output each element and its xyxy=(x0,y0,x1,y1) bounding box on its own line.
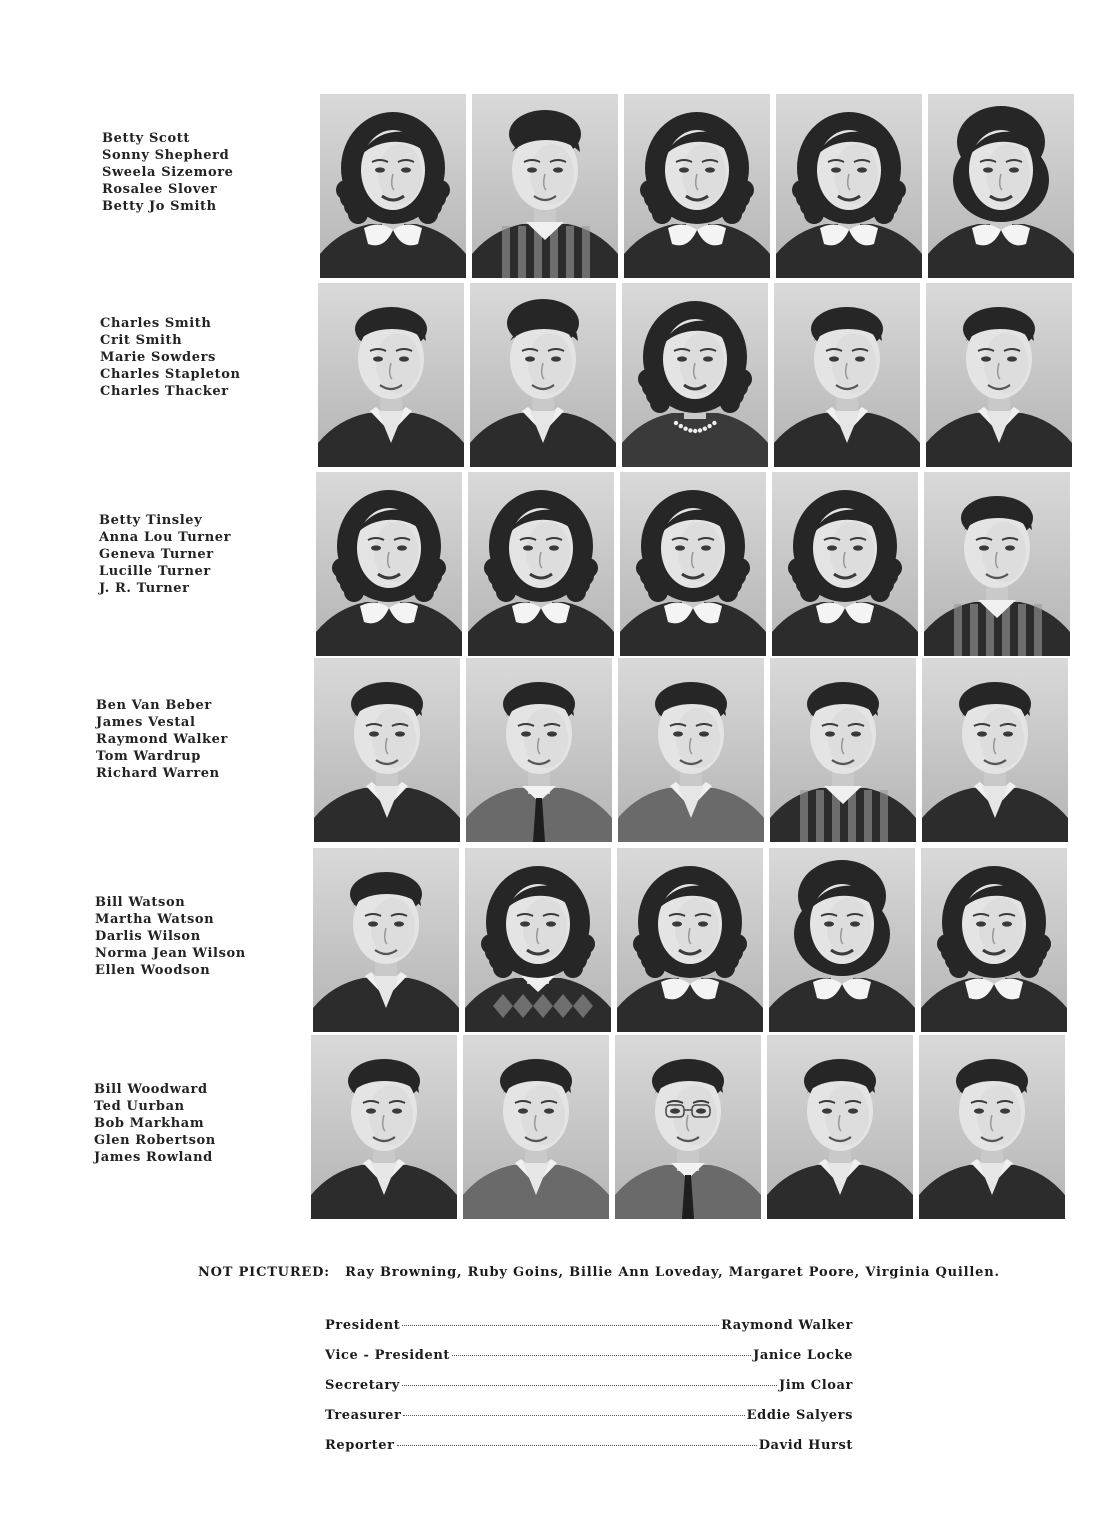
officer-row-vice-president xyxy=(325,1348,853,1378)
officer-role: Secretary xyxy=(325,1378,400,1393)
student-portrait xyxy=(318,283,464,467)
portrait-image xyxy=(463,1035,609,1219)
portrait-image xyxy=(318,283,464,467)
student-portrait xyxy=(466,658,612,842)
student-name: Bill Watson xyxy=(95,895,186,910)
student-name: James Vestal xyxy=(96,715,196,730)
officer-role: Vice - President xyxy=(325,1348,451,1363)
student-portrait xyxy=(620,472,766,656)
student-portrait xyxy=(924,472,1070,656)
officer-name: Janice Locke xyxy=(753,1348,853,1363)
student-name: Charles Smith xyxy=(100,316,212,331)
leader-dots xyxy=(403,1415,744,1416)
officer-role: Treasurer xyxy=(325,1408,402,1423)
student-portrait xyxy=(472,94,618,278)
student-name: Sweela Sizemore xyxy=(102,165,234,180)
leader-dots xyxy=(402,1385,777,1386)
student-portrait xyxy=(928,94,1074,278)
student-portrait xyxy=(774,283,920,467)
officer-name: Eddie Salyers xyxy=(746,1408,853,1423)
student-portrait xyxy=(919,1035,1065,1219)
portrait-image xyxy=(472,94,618,278)
student-portrait xyxy=(615,1035,761,1219)
portrait-image xyxy=(466,658,612,842)
student-name: Ted Uurban xyxy=(94,1099,185,1114)
student-name: Rosalee Slover xyxy=(102,182,218,197)
student-name: Marie Sowders xyxy=(100,350,216,365)
student-name: Charles Thacker xyxy=(100,384,229,399)
portrait-image xyxy=(770,658,916,842)
student-portrait xyxy=(311,1035,457,1219)
portrait-image xyxy=(624,94,770,278)
portrait-image xyxy=(919,1035,1065,1219)
officer-name: Jim Cloar xyxy=(779,1378,853,1393)
student-portrait xyxy=(926,283,1072,467)
photo-row-2 xyxy=(318,283,1070,467)
name-list-row-6 xyxy=(94,1081,294,1166)
portrait-image xyxy=(313,848,459,1032)
student-name: Tom Wardrup xyxy=(96,749,201,764)
student-name: Richard Warren xyxy=(96,766,220,781)
student-name: Anna Lou Turner xyxy=(99,530,232,545)
student-name: Darlis Wilson xyxy=(95,929,201,944)
student-name: Glen Robertson xyxy=(94,1133,216,1148)
portrait-image xyxy=(776,94,922,278)
student-name: Betty Tinsley xyxy=(99,513,203,528)
student-portrait xyxy=(320,94,466,278)
student-portrait xyxy=(772,472,918,656)
student-name: Sonny Shepherd xyxy=(102,148,230,163)
student-portrait xyxy=(316,472,462,656)
class-officers xyxy=(325,1318,853,1468)
officer-name: David Hurst xyxy=(758,1438,853,1453)
portrait-image xyxy=(320,94,466,278)
portrait-image xyxy=(774,283,920,467)
student-portrait xyxy=(622,283,768,467)
student-portrait xyxy=(314,658,460,842)
name-list-row-1 xyxy=(102,130,302,215)
student-name: Crit Smith xyxy=(100,333,183,348)
portrait-image xyxy=(468,472,614,656)
student-portrait xyxy=(769,848,915,1032)
portrait-image xyxy=(316,472,462,656)
student-portrait xyxy=(470,283,616,467)
name-list-row-5 xyxy=(95,894,295,979)
portrait-image xyxy=(926,283,1072,467)
portrait-image xyxy=(921,848,1067,1032)
portrait-image xyxy=(924,472,1070,656)
portrait-image xyxy=(465,848,611,1032)
photo-row-1 xyxy=(320,94,1072,278)
portrait-image xyxy=(314,658,460,842)
portrait-image xyxy=(311,1035,457,1219)
student-name: Charles Stapleton xyxy=(100,367,241,382)
name-list-row-3 xyxy=(99,512,299,597)
portrait-image xyxy=(769,848,915,1032)
student-name: Norma Jean Wilson xyxy=(95,946,246,961)
portrait-image xyxy=(922,658,1068,842)
student-name: Raymond Walker xyxy=(96,732,228,747)
student-name: Betty Scott xyxy=(102,131,190,146)
officer-role: President xyxy=(325,1318,401,1333)
not-pictured-label: NOT PICTURED: xyxy=(198,1265,330,1280)
officer-row-reporter xyxy=(325,1438,853,1468)
student-name: Ben Van Beber xyxy=(96,698,212,713)
photo-row-3 xyxy=(316,472,1068,656)
photo-row-4 xyxy=(314,658,1066,842)
student-portrait xyxy=(921,848,1067,1032)
portrait-image xyxy=(617,848,763,1032)
student-portrait xyxy=(313,848,459,1032)
student-name: Geneva Turner xyxy=(99,547,214,562)
portrait-image xyxy=(620,472,766,656)
portrait-image xyxy=(470,283,616,467)
portrait-image xyxy=(772,472,918,656)
student-name: Bill Woodward xyxy=(94,1082,208,1097)
leader-dots xyxy=(452,1355,751,1356)
student-portrait xyxy=(776,94,922,278)
portrait-image xyxy=(615,1035,761,1219)
student-name: J. R. Turner xyxy=(99,581,190,596)
student-name: Ellen Woodson xyxy=(95,963,211,978)
leader-dots xyxy=(402,1325,719,1326)
photo-row-5 xyxy=(313,848,1065,1032)
portrait-image xyxy=(928,94,1074,278)
student-name: Martha Watson xyxy=(95,912,215,927)
student-portrait xyxy=(624,94,770,278)
officer-name: Raymond Walker xyxy=(721,1318,853,1333)
not-pictured-names: Ray Browning, Ruby Goins, Billie Ann Loveday, Margaret Poore, Virginia Quillen. xyxy=(345,1265,1000,1280)
student-portrait xyxy=(618,658,764,842)
photo-row-6 xyxy=(311,1035,1063,1219)
student-portrait xyxy=(617,848,763,1032)
name-list-row-4 xyxy=(96,697,296,782)
student-portrait xyxy=(767,1035,913,1219)
student-portrait xyxy=(465,848,611,1032)
student-name: Bob Markham xyxy=(94,1116,205,1131)
portrait-image xyxy=(622,283,768,467)
student-name: Lucille Turner xyxy=(99,564,211,579)
student-portrait xyxy=(770,658,916,842)
leader-dots xyxy=(397,1445,757,1446)
name-list-row-2 xyxy=(100,315,300,400)
officer-row-secretary xyxy=(325,1378,853,1408)
student-portrait xyxy=(468,472,614,656)
portrait-image xyxy=(618,658,764,842)
student-name: James Rowland xyxy=(94,1150,213,1165)
student-portrait xyxy=(922,658,1068,842)
officer-role: Reporter xyxy=(325,1438,395,1453)
officer-row-president xyxy=(325,1318,853,1348)
student-name: Betty Jo Smith xyxy=(102,199,217,214)
student-portrait xyxy=(463,1035,609,1219)
officer-row-treasurer xyxy=(325,1408,853,1438)
portrait-image xyxy=(767,1035,913,1219)
not-pictured-line xyxy=(198,1265,1098,1280)
